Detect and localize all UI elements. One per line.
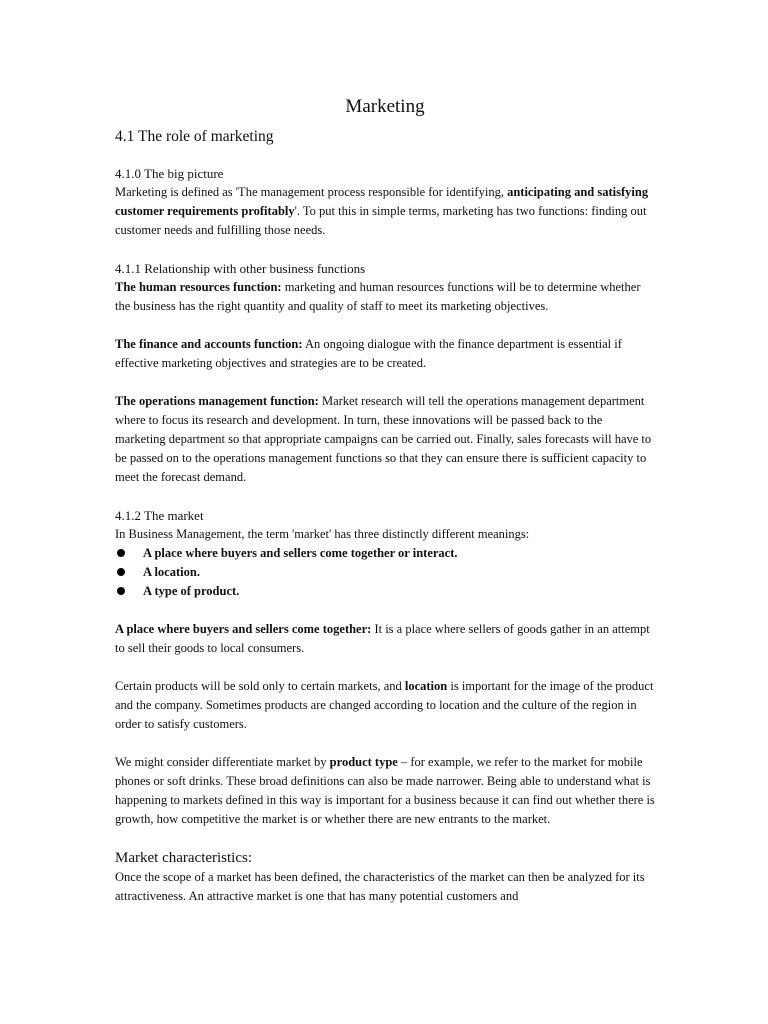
market-characteristics-heading: Market characteristics: <box>115 850 253 866</box>
market-meanings-list <box>115 544 655 601</box>
bullet-icon <box>117 587 125 595</box>
operations-function-label: The operations management function: <box>115 394 319 408</box>
text-run: – for example, we refer to the market for mobile phones or soft drinks. These broad definitions can also be made narrower. Being able to understand what is happening to markets defined in this way is important for a business because it can find out whether there is growth, how competitive the market is or whether there are new entrants to the market. <box>115 755 655 826</box>
finance-function-label: The finance and accounts function: <box>115 337 303 351</box>
page-title: Marketing <box>345 96 425 117</box>
market-intro-paragraph: In Business Management, the term 'market' has three distinctly different meanings: <box>115 527 530 541</box>
subsection-heading-4-1-2: 4.1.2 The market <box>115 508 204 523</box>
list-item-text: A place where buyers and sellers come together or interact. <box>143 546 458 560</box>
list-item-text: A type of product. <box>143 584 240 598</box>
text-run: '. To put this in simple terms, marketing has two functions: finding out customer needs and fulfilling those needs. <box>115 204 647 237</box>
document-body <box>115 96 655 906</box>
bold-text-run: product type <box>329 755 398 769</box>
text-run: Certain products will be sold only to certain markets, and <box>115 679 405 693</box>
bold-text-run: location <box>404 679 448 693</box>
text-run: We might consider differentiate market by <box>115 755 330 769</box>
market-characteristics-paragraph: Once the scope of a market has been defined, the characteristics of the market can then be analyzed for its attractiveness. An attractive market is one that has many potential customers and <box>115 870 645 903</box>
list-item-text: A location. <box>143 565 200 579</box>
text-run: An ongoing dialogue with the finance department is essential if effective marketing objectives and strategies are to be created. <box>115 337 622 370</box>
text-run: It is a place where sellers of goods gather in an attempt to sell their goods to local consumers. <box>115 622 650 655</box>
text-run: marketing and human resources functions will be to determine whether the business has the right quantity and quality of staff to meet its marketing objectives. <box>115 280 641 313</box>
hr-function-paragraph <box>115 278 655 316</box>
operations-function-paragraph <box>115 392 655 487</box>
list-item <box>115 544 655 563</box>
text-run: Marketing is defined as 'The management process responsible for identifying, <box>115 185 508 199</box>
text-run: is important for the image of the product and the company. Sometimes products are changed according to location and the culture of the region in order to satisfy customers. <box>115 679 654 731</box>
location-paragraph <box>115 677 655 734</box>
hr-function-label: The human resources function: <box>115 280 282 294</box>
place-paragraph <box>115 620 655 658</box>
place-label: A place where buyers and sellers come together: <box>115 622 372 636</box>
subsection-heading-4-1-1: 4.1.1 Relationship with other business functions <box>115 261 366 276</box>
bullet-icon <box>117 568 125 576</box>
subsection-heading-4-1-0: 4.1.0 The big picture <box>115 166 224 181</box>
text-run: Market research will tell the operations management department where to focus its research and development. In turn, these innovations will be passed back to the marketing department so that appropriate campaigns can be carried out. Finally, sales forecasts will have to be passed on to the operations management functions so that they can ensure there is sufficient capacity to meet the forecast demand. <box>115 394 652 484</box>
product-type-paragraph <box>115 753 655 829</box>
bullet-icon <box>117 549 125 557</box>
bold-text-run: anticipating and satisfying customer requirements profitably <box>115 185 649 218</box>
section-heading-4-1: 4.1 The role of marketing <box>115 128 274 145</box>
finance-function-paragraph <box>115 335 655 373</box>
big-picture-paragraph <box>115 183 655 240</box>
list-item <box>115 582 655 601</box>
list-item <box>115 563 655 582</box>
